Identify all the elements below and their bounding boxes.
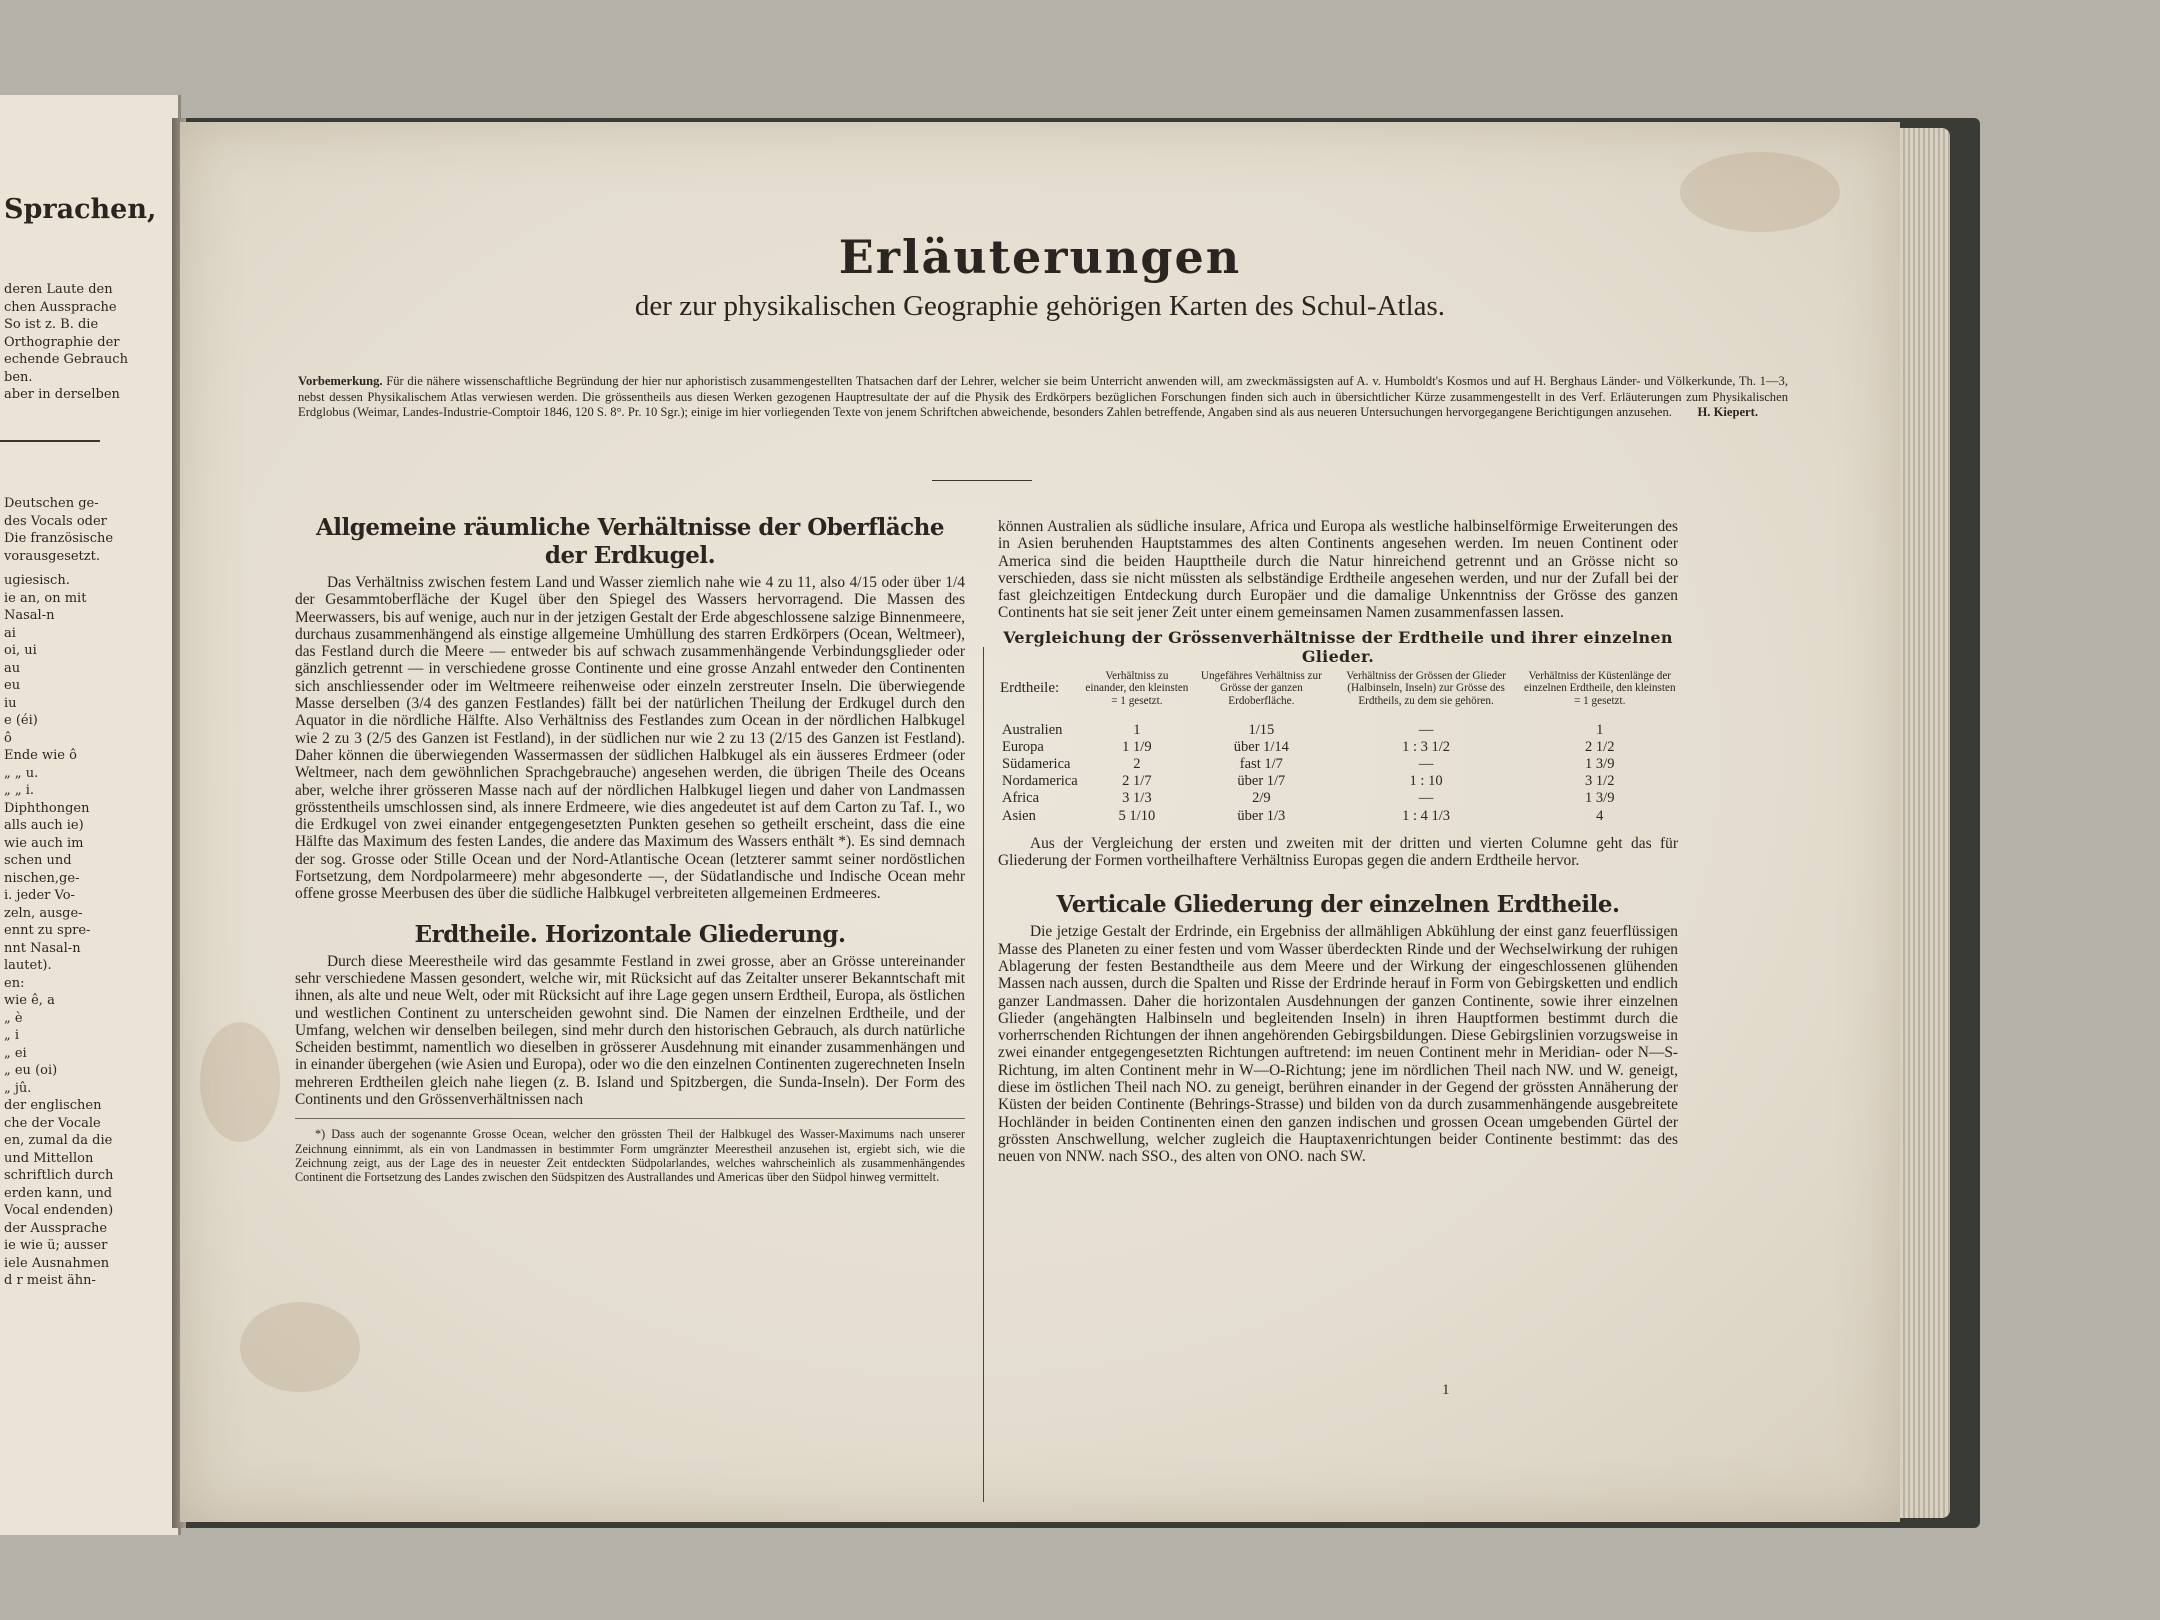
table-note: Aus der Vergleichung der ersten und zweiten mit der dritten und vierten Columne geht das für Gliederung der Formen vortheilhaftere Verhältniss Europas gegen die andern Erdtheile hervor. [998, 834, 1678, 870]
table-cell-glieder: — [1418, 790, 1434, 807]
preface [298, 374, 1788, 421]
left-page-line: wie ê, a [4, 993, 55, 1008]
left-page-line: „ è [4, 1010, 23, 1026]
page-title: Erläuterungen [838, 230, 1242, 284]
left-page [0, 95, 181, 1535]
left-page-line: Ende wie ô [4, 748, 77, 763]
right-page [180, 122, 1900, 1522]
left-page-line: ai [4, 625, 16, 641]
table-cell-earth: über 1/7 [1237, 773, 1286, 790]
left-page-line: So ist z. B. die [4, 317, 99, 332]
left-page-line: und Mittellon [4, 1150, 94, 1166]
table-cell-kueste: 3 1/2 [1585, 773, 1615, 790]
left-page-line: erden kann, und [4, 1185, 113, 1201]
left-page-line: „ „ u. [4, 765, 39, 781]
left-page-line: der englischen [4, 1098, 102, 1113]
section-title-spatial: Allgemeine räumliche Verhältnisse der Oberfläche der Erdkugel. [315, 514, 945, 569]
stain [240, 1302, 360, 1392]
table-cell-name: Europa [1002, 738, 1044, 755]
table-cell-earth: 1/15 [1248, 721, 1275, 738]
table-row [998, 722, 1678, 739]
left-page-line: lautet). [4, 958, 52, 973]
left-page-line: schen und [4, 853, 72, 868]
page-number: 1 [1442, 1382, 1450, 1398]
left-page-line: des Vocals oder [4, 513, 107, 529]
table-cell-earth: 2/9 [1252, 790, 1271, 807]
left-page-heading-block [4, 193, 174, 227]
left-page-line: Deutschen ge- [4, 496, 99, 511]
section-title-continents: Erdtheile. Horizontale Gliederung. [414, 920, 846, 948]
table-row [998, 739, 1678, 756]
left-page-line: „ „ i. [4, 783, 35, 798]
section-text-spatial: Das Verhältniss zwischen festem Land und Wasser ziemlich nahe wie 4 zu 11, also 4/15 oder über 1/4 der Gesammtoberfläche der Kugel über den Spiegel des Wassers hervorragend. Die Massen des Meerwassers, bis auf wenige, auch nur in der jetzigen Gestalt der Erde abgeschlossene salzige Binnenmeere, durchaus zusammenhängend als einstige allgemeine Umhüllung des starren Erdkörpers (Ocean, Weltmeer), das Festland durch die Meere — entweder bis auf schwach zusammenhängende Verbindungsglieder oder gänzlich getrennt — in verschiedene grosse Continente und eine grosse Anzahl entweder den Continenten sich anschliessender oder im Weltmeere reihenweise oder einzeln zerstreuter Inseln. Die überwiegende Masse derselben (3/4 des ganzen Festlandes) fällt bei der natürlichen Theilung der Erdkugel durch den Aquator in die nördliche Hälfte. Also Verhältniss des Festlandes zum Ocean in der nördlichen Halbkugel wie 2 zu 3 (2/5 des Ganzen ist Festland), in der südlichen nur wie 2 zu 13 (2/15 des Ganzen ist Festland). Daher können die überwiegenden Wassermassen der südlichen Halbkugel als ein äusseres Erdmeer (oder Weltmeer, nach dem gewöhnlichen Sprachgebrauche) angesehen werden, die übrigen Theile des Oceans aber, welche ihrer grösseren Masse nach auf der nördlichen Halbkugel liegen und daher von Landmassen grösstentheils umschlossen sind, als innere Erdmeere, wie dies angedeutet ist auf dem Carton zu Taf. I., wo die Erdkugel von zwei einander entgegengesetzten Punkten gesehen so getheilt erscheint, dass die eine Hälfte das Maximum des festen Landes, die andere das Maximum des Wassers enthält *). Es sind demnach der sog. Grosse oder Stille Ocean und der Nord-Atlantische Ocean (letzterer sammt seiner nordöstlichen Fortsetzung, dem Nordpolarmeere) mehr abgesonderte —, der Südatlandische und Indische Ocean mehr offene grosse Meerbusen des über die südliche Halbkugel verbreiteten allgemeinen Erdmeeres. [295, 574, 965, 903]
separator-rule [932, 480, 1032, 481]
left-page-line: oi, ui [4, 643, 37, 658]
section-text-vertical: Die jetzige Gestalt der Erdrinde, ein Ergebniss der allmähligen Abkühlung der einst ganz feuerflüssigen Masse des Planeten zu einer festen und vom Wasser überdeckten Rinde und der Wechselwirkung der ruhigen Ablagerung der festen Bestandtheile aus dem Meere und der Wirkung der eingeschlossenen glühenden Massen nach aussen, durch die Spalten und Risse der Erdrinde herauf in Form von Gebirgsketten und endlich ganzer Landmassen. Daher die horizontalen Ausdehnungen der ganzen Continente, sowie ihrer einzelnen Glieder (angehängten Halbinseln und begleitenden Inseln) in ihren Hauptformen bestimmt durch die vorherrschenden Richtungen der ihnen angehörenden Gebirgsbildungen. Diese Gebirgslinien vorzugsweise in zwei einander entgegengesetzten Richtungen auftretend: im neuen Continent mehr in Meridian- oder N—S-Richtung, im alten Continent mehr in W—O-Richtung; jene im nördlichen Theil nach NW. und W. geneigt, diese im östlichen Theil nach NO. zu geneigt, berühren einander in der Gegend der grössten Annäherung der Küsten der beiden Continente (Behrings-Strasse) und bilden von da durch zusammenhängende ausgebreitete Hochländer in beiden Continenten einen den ganzen indischen und grossen Ocean umgebenden Gürtel der grössten Anschwellung, welcher zugleich die Hauptaxenrichtungen beider Continente bestimmt: das des neuen von NNW. nach SSO., des alten von ONO. nach SW. [998, 923, 1678, 1166]
table-cell-glieder: 1 : 3 1/2 [1402, 738, 1451, 755]
left-page-line: zeln, ausge- [4, 905, 83, 921]
table-header: Verhältniss der Grössen der Glieder (Halbinseln, Inseln) zur Grösse des Erdtheils, zu dem sie gehören. [1346, 669, 1506, 707]
left-page-line: e (éi) [4, 713, 38, 728]
table-cell-rel: 1 [1133, 721, 1141, 738]
comparison-table [998, 670, 1678, 825]
left-page-line: Vocal endenden) [4, 1203, 114, 1218]
column-divider [983, 647, 984, 1502]
preface-signature: H. Kiepert. [1697, 405, 1758, 420]
left-page-line: au [4, 660, 21, 676]
left-page-line: wie auch im [4, 835, 84, 851]
left-page-line: „ eu (oi) [4, 1063, 58, 1078]
left-page-line: Diphthongen [4, 800, 90, 816]
table-header: Verhältniss der Küstenlänge der einzelnen Erdtheile, den kleinsten = 1 gesetzt. [1523, 669, 1676, 707]
table-cell-name: Nordamerica [1002, 773, 1078, 790]
left-column [295, 514, 965, 1185]
left-page-line: „ ei [4, 1045, 27, 1061]
left-page-line: schriftlich durch [4, 1168, 114, 1183]
left-page-line: ie wie ü; ausser [4, 1238, 108, 1253]
section-title-vertical: Verticale Gliederung der einzelnen Erdtheile. [1056, 891, 1620, 919]
left-page-line: der Aussprache [4, 1220, 108, 1236]
left-page-text-c [4, 572, 174, 1290]
table-cell-name: Africa [1002, 790, 1040, 807]
left-page-line: eu [4, 678, 21, 693]
table-cell-glieder: — [1418, 755, 1434, 772]
left-page-line: vorausgesetzt. [4, 548, 100, 564]
left-page-line: iele Ausnahmen [4, 1255, 110, 1271]
stain [1680, 152, 1840, 232]
left-page-line: „ jû. [4, 1080, 32, 1096]
left-page-line: deren Laute den [4, 282, 113, 297]
footnote [295, 1118, 965, 1184]
table-cell-kueste: 4 [1596, 807, 1604, 824]
left-page-rule [0, 440, 100, 442]
table-cell-name: Australien [1002, 721, 1063, 738]
table-cell-kueste: 1 [1596, 721, 1604, 738]
table-title: Vergleichung der Grössenverhältnisse der Erdtheile und ihrer einzelnen Glieder. [1003, 627, 1673, 666]
left-page-line: aber in derselben [4, 387, 120, 402]
left-page-line: che der Vocale [4, 1115, 101, 1131]
left-page-line: ie an, on mit [4, 590, 87, 606]
table-body [998, 722, 1678, 825]
table-cell-kueste: 2 1/2 [1585, 738, 1615, 755]
table-cell-rel: 3 1/3 [1122, 790, 1152, 807]
left-page-heading: Sprachen, [4, 194, 157, 225]
table-cell-name: Asien [1002, 807, 1036, 824]
table-cell-rel: 2 1/7 [1122, 773, 1152, 790]
table-cell-glieder: 1 : 4 1/3 [1402, 807, 1451, 824]
table-cell-glieder: 1 : 10 [1409, 773, 1443, 790]
table-row [998, 756, 1678, 773]
table-row [998, 773, 1678, 790]
table-header: Ungefähres Verhältniss zur Grösse der ganzen Erdoberfläche. [1200, 669, 1322, 707]
table-cell-earth: über 1/3 [1237, 807, 1286, 824]
left-page-line: „ i [4, 1028, 20, 1043]
section-text-continents: Durch diese Meerestheile wird das gesammte Festland in zwei grosse, aber an Grösse untereinander sehr verschiedene Massen gesondert, welche wir, mit Rücksicht auf das Zeitalter unserer Bekanntschaft mit ihnen, als alte und neue Welt, oder mit Rücksicht auf ihre Lage gegen unsern Erdtheil, Europa, als östlichen und westlichen Continent zu unterscheiden gewohnt sind. Die Namen der einzelnen Erdtheile, und der Umfang, welchen wir denselben beilegen, sind mehr durch den historischen Gebrauch, als durch natürliche Scheiden bestimmt, namentlich wo dieselben in grösserer Ausdehnung mit einander zusammenhängen und in einander übergehen (wie Asien und Europa), oder wo die den einzelnen Continenten zugerechneten Inseln mehreren Erdtheilen gleich nahe liegen (z. B. Island und Spitzbergen, die Sunda-Inseln). Der Form des Continents und den Grössenverhältnissen nach [295, 952, 965, 1109]
left-page-line: iu [4, 695, 17, 711]
left-page-line: nischen,ge- [4, 870, 80, 886]
left-page-text-a [4, 281, 174, 404]
left-page-line: Die französische [4, 531, 114, 546]
table-row [998, 790, 1678, 807]
right-column [998, 518, 1678, 1166]
left-page-line: ô [4, 730, 12, 746]
table-cell-glieder: — [1418, 721, 1434, 738]
table-header: Verhältniss zu einander, den kleinsten = 1 gesetzt. [1085, 669, 1189, 707]
table-cell-kueste: 1 3/9 [1585, 790, 1615, 807]
left-page-line: en, zumal da die [4, 1133, 113, 1148]
footnote-text: *) Dass auch der sogenannte Grosse Ocean, welcher den grössten Theil der Halbkugel des Wasser-Maximums nach unserer Zeichnung einnimmt, als ein von Landmassen in bestimmter Form umgränzter Meerestheil anzusehen ist, ergiebt sich, wie die Zeichnung zeigt, aus der Lage des in neuester Zeit entdeckten Südpolarlandes, welches wahrscheinlich als zusammenhängendes Continent die Fortsetzung des Landes zwischen den Südspitzen des Australlandes und Americas über den Südpol hinweg vermittelt. [295, 1127, 965, 1185]
preface-text: Für die nähere wissenschaftliche Begründung der hier nur aphoristisch zusammengestellten Thatsachen darf der Lehrer, welcher sie beim Unterricht anwenden will, am zweckmässigsten auf A. v. Humboldt's Kosmos und auf H. Berghaus Länder- und Völkerkunde, Th. 1—3, nebst dessen Physikalischem Atlas verwiesen werden. Die grössentheils aus diesen Werken gezogenen Hauptresultate der auf die Physik des Erdkörpers bezüglichen Forschungen finden sich auch in übersichtlicher Kürze zusammengestellt in des Verf. Erläuterungen zum Physikalischen Erdglobus (Weimar, Landes-Industrie-Comptoir 1846, 120 S. 8°. Pr. 10 Sgr.); einige im hier vorliegenden Texte von jenem Schriftchen abweichende, besonders Zahlen betreffende, Angaben sind als aus neueren Untersuchungen hervorgegangene Berichtigungen anzusehen. [298, 374, 1788, 420]
table-header-row [998, 670, 1678, 722]
table-header: Erdtheile: [1000, 680, 1060, 697]
left-page-line: ugiesisch. [4, 573, 70, 588]
table-cell-rel: 1 1/9 [1122, 738, 1152, 755]
left-page-line: d r meist ähn- [4, 1273, 96, 1288]
stain [200, 1022, 280, 1142]
table-cell-name: Südamerica [1002, 755, 1071, 772]
left-page-line: Nasal-n [4, 608, 55, 623]
left-page-text-b [4, 495, 174, 565]
table-cell-earth: fast 1/7 [1239, 755, 1283, 772]
left-page-line: ben. [4, 369, 33, 385]
left-page-line: alls auch ie) [4, 818, 84, 833]
left-page-line: en: [4, 975, 25, 991]
left-page-line: ennt zu spre- [4, 923, 91, 938]
intro-text: können Australien als südliche insulare, Africa und Europa als westliche halbinselförmige Erweiterungen des in Asien beruhenden Hauptstammes des alten Continents angesehen werden. Im neuen Continent oder America sind die beiden Haupttheile durch die Natur hinreichend getrennt und an Grösse nicht so verschieden, dass sie nicht müssten als selbständige Erdtheile angesehen werden, und nur der Zufall bei der fast gleichzeitigen Entdeckung durch Europäer und die damalige Unkenntniss der Grösse des ganzen Continents hat sie seit jener Zeit unter einem gemeinsamen Namen zusammenfassen lassen. [998, 518, 1678, 622]
left-page-line: echende Gebrauch [4, 352, 128, 367]
left-page-line: nnt Nasal-n [4, 940, 81, 956]
preface-lead: Vorbemerkung. [298, 374, 383, 388]
page-subtitle: der zur physikalischen Geographie gehörigen Karten des Schul-Atlas. [634, 290, 1446, 322]
table-cell-earth: über 1/14 [1233, 738, 1289, 755]
table-cell-rel: 2 [1133, 755, 1141, 772]
table-cell-kueste: 1 3/9 [1585, 755, 1615, 772]
left-page-line: chen Aussprache [4, 299, 117, 315]
left-page-line: i. jeder Vo- [4, 888, 75, 903]
left-page-line: Orthographie der [4, 334, 120, 350]
table-cell-rel: 5 1/10 [1118, 807, 1156, 824]
table-row [998, 808, 1678, 825]
